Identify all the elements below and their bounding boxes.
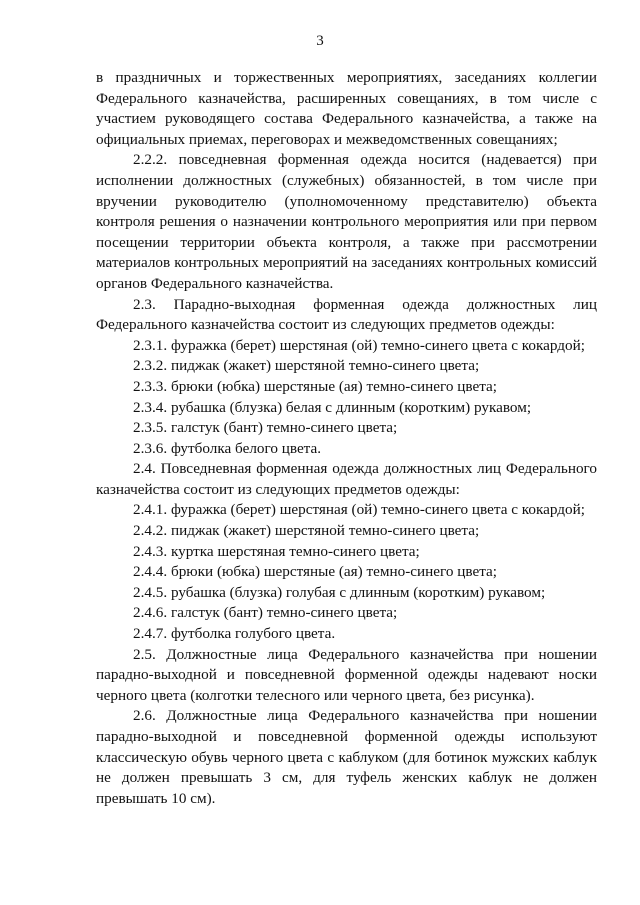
document-body [96,68,597,809]
list-item-2-4-1: 2.4.1. фуражка (берет) шерстяная (ой) темно-синего цвета с кокардой; [133,501,585,519]
paragraph-2-3: 2.3. Парадно-выходная форменная одежда должностных лиц Федерального казначейства состоит из следующих предметов одежды: [96,295,597,334]
paragraph-2-2-2: 2.2.2. повседневная форменная одежда носится (надевается) при исполнении должностных (служебных) обязанностей, в том числе при вручении руководителю (уполномоченному представителю) объекта контроля решения о назначении контрольного мероприятия или при первом посещении территории объекта контроля, а также при рассмотрении материалов контрольных мероприятий на заседаниях контрольных комиссий органов Федерального казначейства. [96,151,597,292]
list-item-2-4-6: 2.4.6. галстук (бант) темно-синего цвета; [133,604,398,622]
paragraph-continuation: в праздничных и торжественных мероприятиях, заседаниях коллегии Федерального казначейства, расширенных совещаниях, в том числе с участием руководящего состава Федерального казначейства, а также на официальных приемах, переговорах и межведомственных совещаниях; [96,69,597,148]
list-item-2-4-5: 2.4.5. рубашка (блузка) голубая с длинным (коротким) рукавом; [133,583,546,601]
paragraph-2-4: 2.4. Повседневная форменная одежда должностных лиц Федерального казначейства состоит из следующих предметов одежды: [96,460,597,498]
page-number: 3 [316,33,324,49]
list-item-2-4-2: 2.4.2. пиджак (жакет) шерстяной темно-синего цвета; [133,522,480,540]
list-item-2-3-1: 2.3.1. фуражка (берет) шерстяная (ой) темно-синего цвета с кокардой; [133,336,585,354]
list-item-2-3-5: 2.3.5. галстук (бант) темно-синего цвета; [133,419,398,437]
list-item-2-3-6: 2.3.6. футболка белого цвета. [133,439,322,457]
paragraph-2-6: 2.6. Должностные лица Федерального казначейства при ношении парадно-выходной и повседневной форменной одежды используют классическую обувь черного цвета с каблуком (для ботинок мужских каблук не должен превышать 3 см, для туфель женских каблук не должен превышать 10 см). [96,707,597,807]
list-item-2-3-4: 2.3.4. рубашка (блузка) белая с длинным (коротким) рукавом; [133,398,532,416]
list-item-2-4-7: 2.4.7. футболка голубого цвета. [133,625,336,643]
paragraph-2-5: 2.5. Должностные лица Федерального казначейства при ношении парадно-выходной и повседневной форменной одежды надевают носки черного цвета (колготки телесного или черного цвета, без рисунка). [96,645,597,704]
list-item-2-4-4: 2.4.4. брюки (юбка) шерстяные (ая) темно-синего цвета; [133,563,497,581]
list-item-2-3-2: 2.3.2. пиджак (жакет) шерстяной темно-синего цвета; [133,357,480,375]
list-item-2-3-3: 2.3.3. брюки (юбка) шерстяные (ая) темно-синего цвета; [133,377,497,395]
list-item-2-4-3: 2.4.3. куртка шерстяная темно-синего цвета; [133,542,420,560]
